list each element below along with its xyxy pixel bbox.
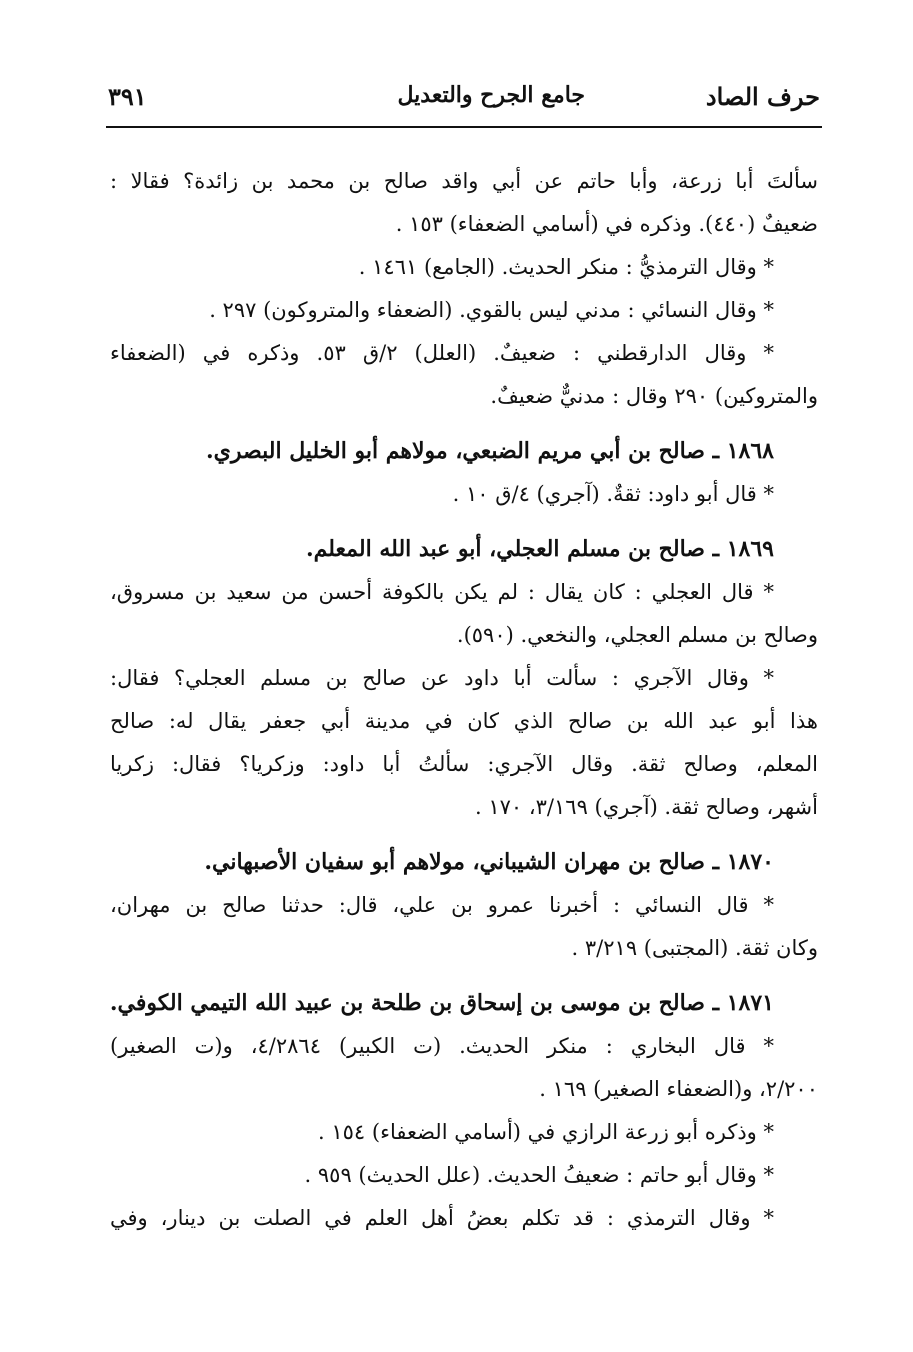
text-line: المعلم، وصالح ثقة. وقال الآجري: سألتُ أبا داود: وزكريا؟ فقال: زكريا	[110, 752, 818, 776]
entry-gap	[110, 829, 818, 841]
text-line: * وقال الدارقطني : ضعيفٌ. (العلل) ٢/ق ٥٣. وذكره في (الضعفاء	[110, 341, 774, 365]
text-line: أشهر، وصالح ثقة. (آجري) ٣/١٦٩، ١٧٠ .	[475, 795, 818, 819]
entry-heading-1871: ١٨٧١ ـ صالح بن موسى بن إسحاق بن طلحة بن عبيد الله التيمي الكوفي.	[110, 990, 774, 1016]
section-title: حرف الصاد	[705, 82, 820, 111]
text-line: وصالح بن مسلم العجلي، والنخعي. (٥٩٠).	[456, 623, 818, 647]
text-line: والمتروكين) ٢٩٠ وقال : مدنيٌّ ضعيفٌ.	[490, 384, 818, 408]
text-line: سألتَ أبا زرعة، وأبا حاتم عن أبي واقد صالح بن محمد بن زائدة؟ فقالا :	[110, 169, 818, 193]
text-line: * قال أبو داود: ثقةٌ. (آجري) ٤/ق ١٠ .	[452, 482, 774, 506]
text-line: ضعيفٌ (٤٤٠). وذكره في (أسامي الضعفاء) ١٥٣ .	[395, 212, 818, 236]
page-header	[108, 78, 820, 118]
text-line: * قال البخاري : منكر الحديث. (ت الكبير) ٤/٢٨٦٤، و(ت الصغير)	[110, 1034, 774, 1058]
text-line: * قال العجلي : كان يقال : لم يكن بالكوفة أحسن من سعيد بن مسروق،	[110, 580, 774, 604]
text-line: ٢/٢٠٠، و(الضعفاء الصغير) ١٦٩ .	[539, 1077, 818, 1101]
entry-heading-1869: ١٨٦٩ ـ صالح بن مسلم العجلي، أبو عبد الله المعلم.	[305, 536, 774, 562]
page-body	[110, 160, 818, 1240]
entry-gap	[110, 418, 818, 430]
entry-heading-1868: ١٨٦٨ ـ صالح بن أبي مريم الضبعي، مولاهم أبو الخليل البصري.	[206, 438, 774, 464]
text-line: * وقال الترمذي : قد تكلم بعضُ أهل العلم في الصلت بن دينار، وفي	[110, 1206, 774, 1230]
text-line: * وقال النسائي : مدني ليس بالقوي. (الضعفاء والمتروكون) ٢٩٧ .	[209, 298, 774, 322]
book-title: جامع الجرح والتعديل	[397, 82, 585, 108]
header-divider	[106, 126, 822, 128]
text-line: * وذكره أبو زرعة الرازي في (أسامي الضعفاء) ١٥٤ .	[318, 1120, 774, 1144]
text-line: * قال النسائي : أخبرنا عمرو بن علي، قال: حدثنا صالح بن مهران،	[110, 893, 774, 917]
page-number: ٣٩١	[108, 82, 147, 111]
text-line: * وقال أبو حاتم : ضعيفُ الحديث. (علل الحديث) ٩٥٩ .	[304, 1163, 774, 1187]
text-line: وكان ثقة. (المجتبى) ٣/٢١٩ .	[571, 936, 818, 960]
text-line: هذا أبو عبد الله بن صالح الذي كان في مدينة أبي جعفر يقال له: صالح	[110, 709, 818, 733]
entry-gap	[110, 516, 818, 528]
text-line: * وقال الترمذيُّ : منكر الحديث. (الجامع) ١٤٦١ .	[358, 255, 774, 279]
entry-gap	[110, 970, 818, 982]
entry-heading-1870: ١٨٧٠ ـ صالح بن مهران الشيباني، مولاهم أبو سفيان الأصبهاني.	[204, 849, 774, 875]
text-line: * وقال الآجري : سألت أبا داود عن صالح بن مسلم العجلي؟ فقال:	[110, 666, 774, 690]
